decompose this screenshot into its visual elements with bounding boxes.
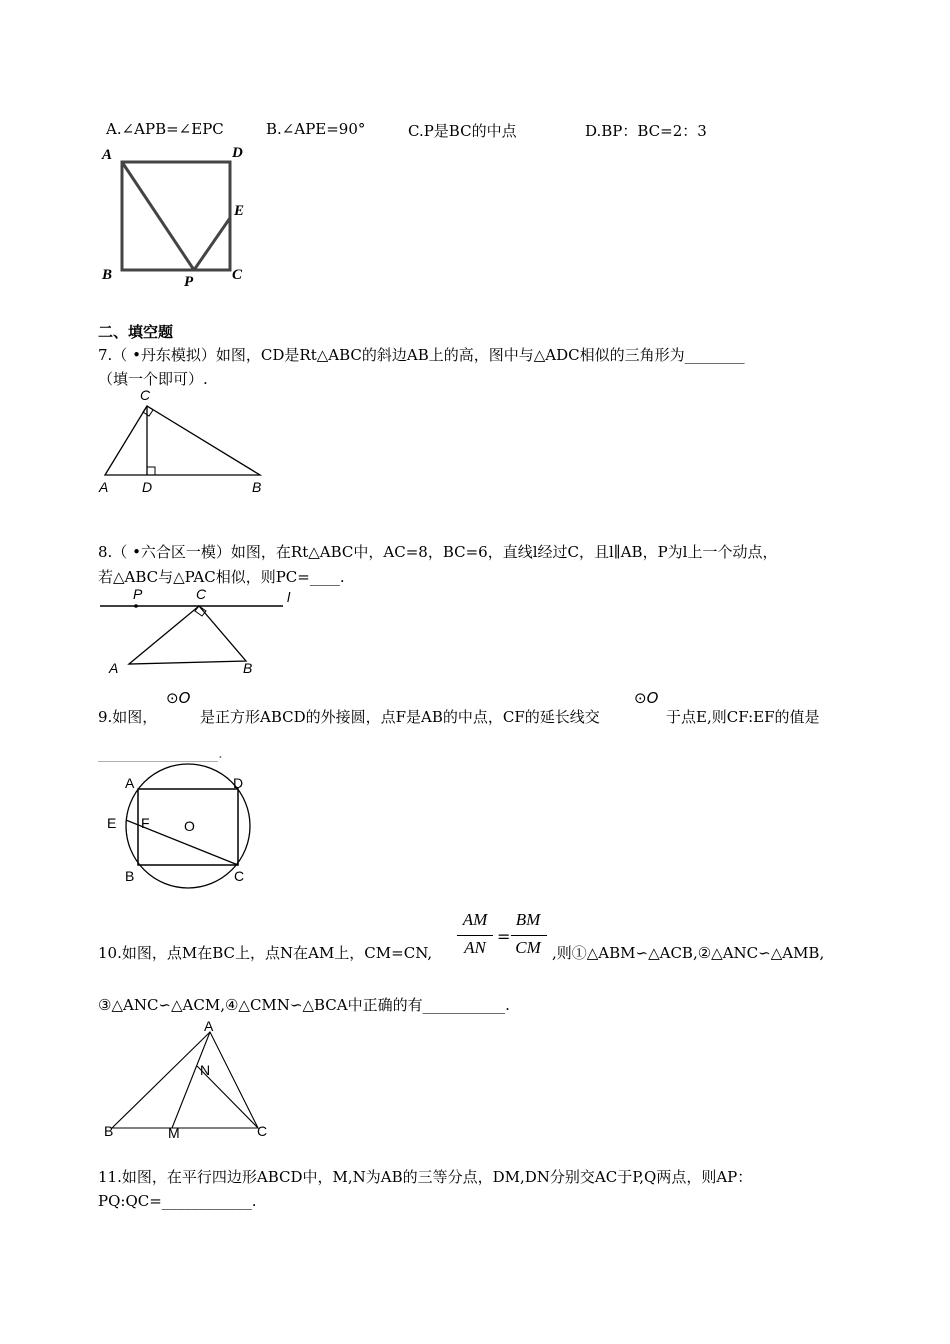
label-c: C <box>140 387 151 403</box>
segment-pe <box>194 218 230 270</box>
label-l: l <box>287 589 291 605</box>
square-abcd <box>122 162 230 270</box>
right-angle-d <box>147 467 155 475</box>
fraction-denominator: AN <box>464 938 486 957</box>
q10-prefix: 10.如图，点M在BC上，点N在AM上，CM=CN, <box>98 944 433 962</box>
q10-line2: ③△ANC∽△ACM,④△CMN∽△BCA中正确的有___________. <box>98 996 510 1014</box>
q9-blank: ________________. <box>98 744 223 762</box>
circle-o-symbol: ⊙O <box>634 689 659 707</box>
label-b: B <box>102 267 113 283</box>
label-b: B <box>104 1123 114 1139</box>
segment-ap <box>122 162 194 270</box>
fraction-bm-cm <box>508 910 552 960</box>
parallel-line-figure <box>96 584 306 684</box>
label-a: A <box>204 1018 214 1034</box>
label-o: O <box>184 818 195 834</box>
option-b: B.∠APE=90° <box>266 120 366 138</box>
label-d: D <box>233 775 244 791</box>
equals-sign: = <box>497 927 511 946</box>
label-a: A <box>99 479 109 495</box>
label-b: B <box>125 868 135 884</box>
label-c: C <box>232 267 243 283</box>
q9-middle: 是正方形ABCD的外接圆，点F是AB的中点，CF的延长线交 <box>200 708 600 726</box>
option-d: D.BP：BC=2：3 <box>585 122 707 140</box>
label-p: P <box>184 274 194 290</box>
label-c: C <box>196 586 207 602</box>
label-m: M <box>168 1125 180 1141</box>
label-a: A <box>102 147 113 163</box>
square-figure <box>96 140 256 290</box>
q8-line2: 若△ABC与△PAC相似，则PC=____. <box>98 568 345 586</box>
label-n: N <box>200 1062 211 1078</box>
circle-square-figure <box>100 764 260 894</box>
fraction-bar <box>457 935 493 936</box>
label-d: D <box>232 145 243 161</box>
label-a: A <box>125 775 135 791</box>
option-c: C.P是BC的中点 <box>408 122 517 140</box>
q8-line1: 8.（ •六合区一模）如图，在Rt△ABC中，AC=8，BC=6，直线l经过C，且l∥AB，P为l上一个动点， <box>98 543 778 561</box>
fraction-denominator: CM <box>515 938 541 957</box>
label-b: B <box>252 479 262 495</box>
triangle-abc <box>129 606 246 664</box>
fraction-numerator: BM <box>515 910 541 929</box>
label-b: B <box>243 660 253 676</box>
label-d: D <box>142 479 153 495</box>
q10-suffix: ,则①△ABM∽△ACB,②△ANC∽△AMB, <box>552 944 825 962</box>
section-title: 二、填空题 <box>98 323 174 341</box>
point-p <box>134 604 138 608</box>
q11-line2: PQ:QC=____________. <box>98 1192 257 1210</box>
fraction-numerator: AM <box>462 910 488 929</box>
q9-suffix: 于点E,则CF:EF的值是 <box>666 708 820 726</box>
label-e: E <box>107 815 117 831</box>
circle-o-symbol: ⊙O <box>166 689 191 707</box>
q11-line1: 11.如图，在平行四边形ABCD中，M,N为AB的三等分点，DM,DN分别交AC于P,Q两点，则AP： <box>98 1168 753 1186</box>
label-a: A <box>109 660 119 676</box>
q7-line2: （填一个即可）. <box>98 370 208 388</box>
fraction-am-an <box>453 910 497 960</box>
fraction-bar <box>511 935 547 936</box>
q7-line1: 7.（ •丹东模拟）如图，CD是Rt△ABC的斜边AB上的高，图中与△ADC相似的三角形为________ <box>98 346 745 364</box>
triangle-amn-figure <box>98 1020 278 1145</box>
triangle-abc <box>105 406 260 475</box>
right-triangle-figure <box>96 384 276 499</box>
label-c: C <box>257 1123 268 1139</box>
label-e: E <box>234 203 245 219</box>
label-c: C <box>234 868 245 884</box>
label-f: F <box>141 815 150 831</box>
label-p: P <box>133 586 143 602</box>
triangle-abc <box>112 1032 258 1128</box>
q9-prefix: 9.如图， <box>98 708 158 726</box>
segment-am <box>172 1032 210 1128</box>
option-a: A.∠APB=∠EPC <box>106 120 224 138</box>
